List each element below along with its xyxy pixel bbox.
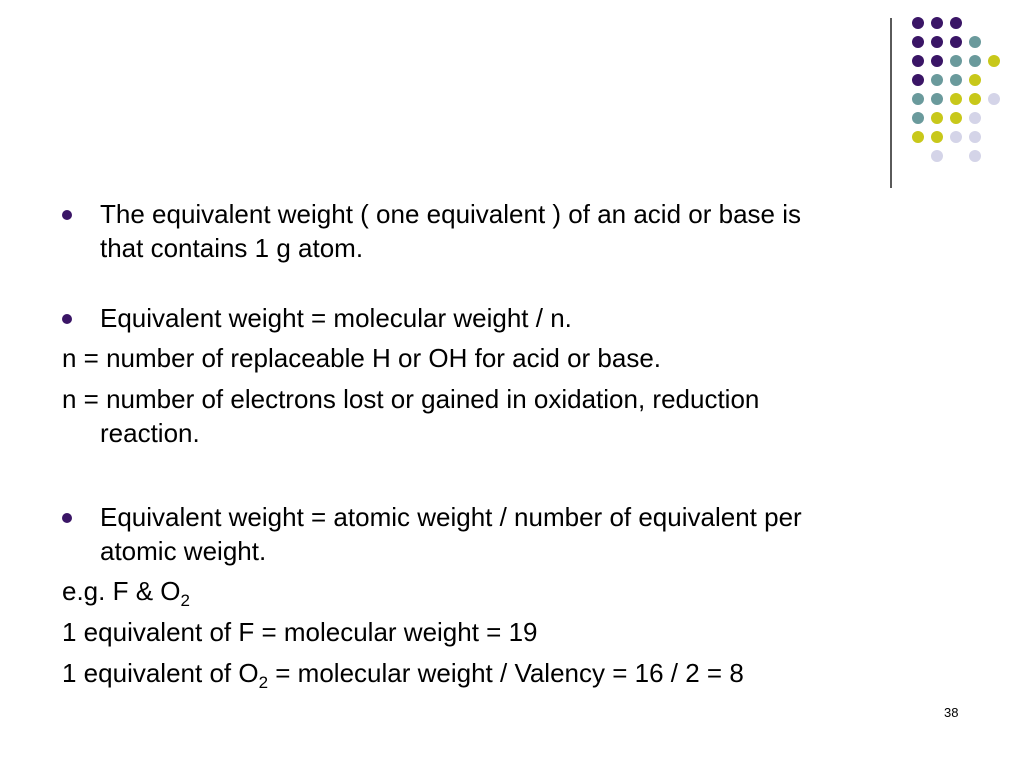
bullet-2-line-1: Equivalent weight = molecular weight / n. [100, 303, 572, 333]
dot [950, 17, 962, 29]
dot [912, 74, 924, 86]
dot [950, 55, 962, 67]
n-definition-1: n = number of replaceable H or OH for acid or base. [62, 343, 662, 373]
example-line [62, 574, 190, 608]
dot [912, 55, 924, 67]
equivalent-o2-line [62, 656, 744, 690]
dot [931, 131, 943, 143]
dot [969, 131, 981, 143]
dot [969, 150, 981, 162]
equivalent-o2-prefix: 1 equivalent of O [62, 658, 259, 688]
equivalent-o2-subscript: 2 [258, 673, 269, 692]
bullet-marker [62, 210, 72, 220]
example-subscript: 2 [180, 591, 190, 610]
example-text: e.g. F & O [62, 576, 181, 606]
divider-line [890, 18, 892, 188]
dot [931, 36, 943, 48]
equivalent-o2-suffix: = molecular weight / Valency = 16 / 2 = 8 [268, 658, 744, 688]
dot [931, 55, 943, 67]
dot [912, 36, 924, 48]
bullet-1-line-1: The equivalent weight ( one equivalent ) of an acid or base is [100, 199, 801, 229]
bullet-3-line-2: atomic weight. [100, 536, 267, 566]
dot [931, 112, 943, 124]
dot [969, 74, 981, 86]
dot [950, 131, 962, 143]
dot [969, 112, 981, 124]
dot [950, 93, 962, 105]
dot [912, 93, 924, 105]
dot [912, 131, 924, 143]
dot [912, 17, 924, 29]
bullet-marker [62, 513, 72, 523]
page-number: 38 [944, 705, 959, 720]
dot [931, 17, 943, 29]
dot [931, 74, 943, 86]
equivalent-f-line: 1 equivalent of F = molecular weight = 19 [62, 617, 538, 647]
dot [931, 93, 943, 105]
dot [969, 93, 981, 105]
n-definition-2-line-2: reaction. [100, 418, 200, 448]
dot [969, 36, 981, 48]
bullet-1-line-2: that contains 1 g atom. [100, 233, 364, 263]
bullet-marker [62, 314, 72, 324]
dot [969, 55, 981, 67]
dot [950, 36, 962, 48]
dot [950, 74, 962, 86]
dot [950, 112, 962, 124]
dot [988, 93, 1000, 105]
dot [988, 55, 1000, 67]
bullet-3-line-1: Equivalent weight = atomic weight / number of equivalent per [100, 502, 802, 532]
n-definition-2-line-1: n = number of electrons lost or gained in oxidation, reduction [62, 384, 760, 414]
dot [912, 112, 924, 124]
dot [931, 150, 943, 162]
